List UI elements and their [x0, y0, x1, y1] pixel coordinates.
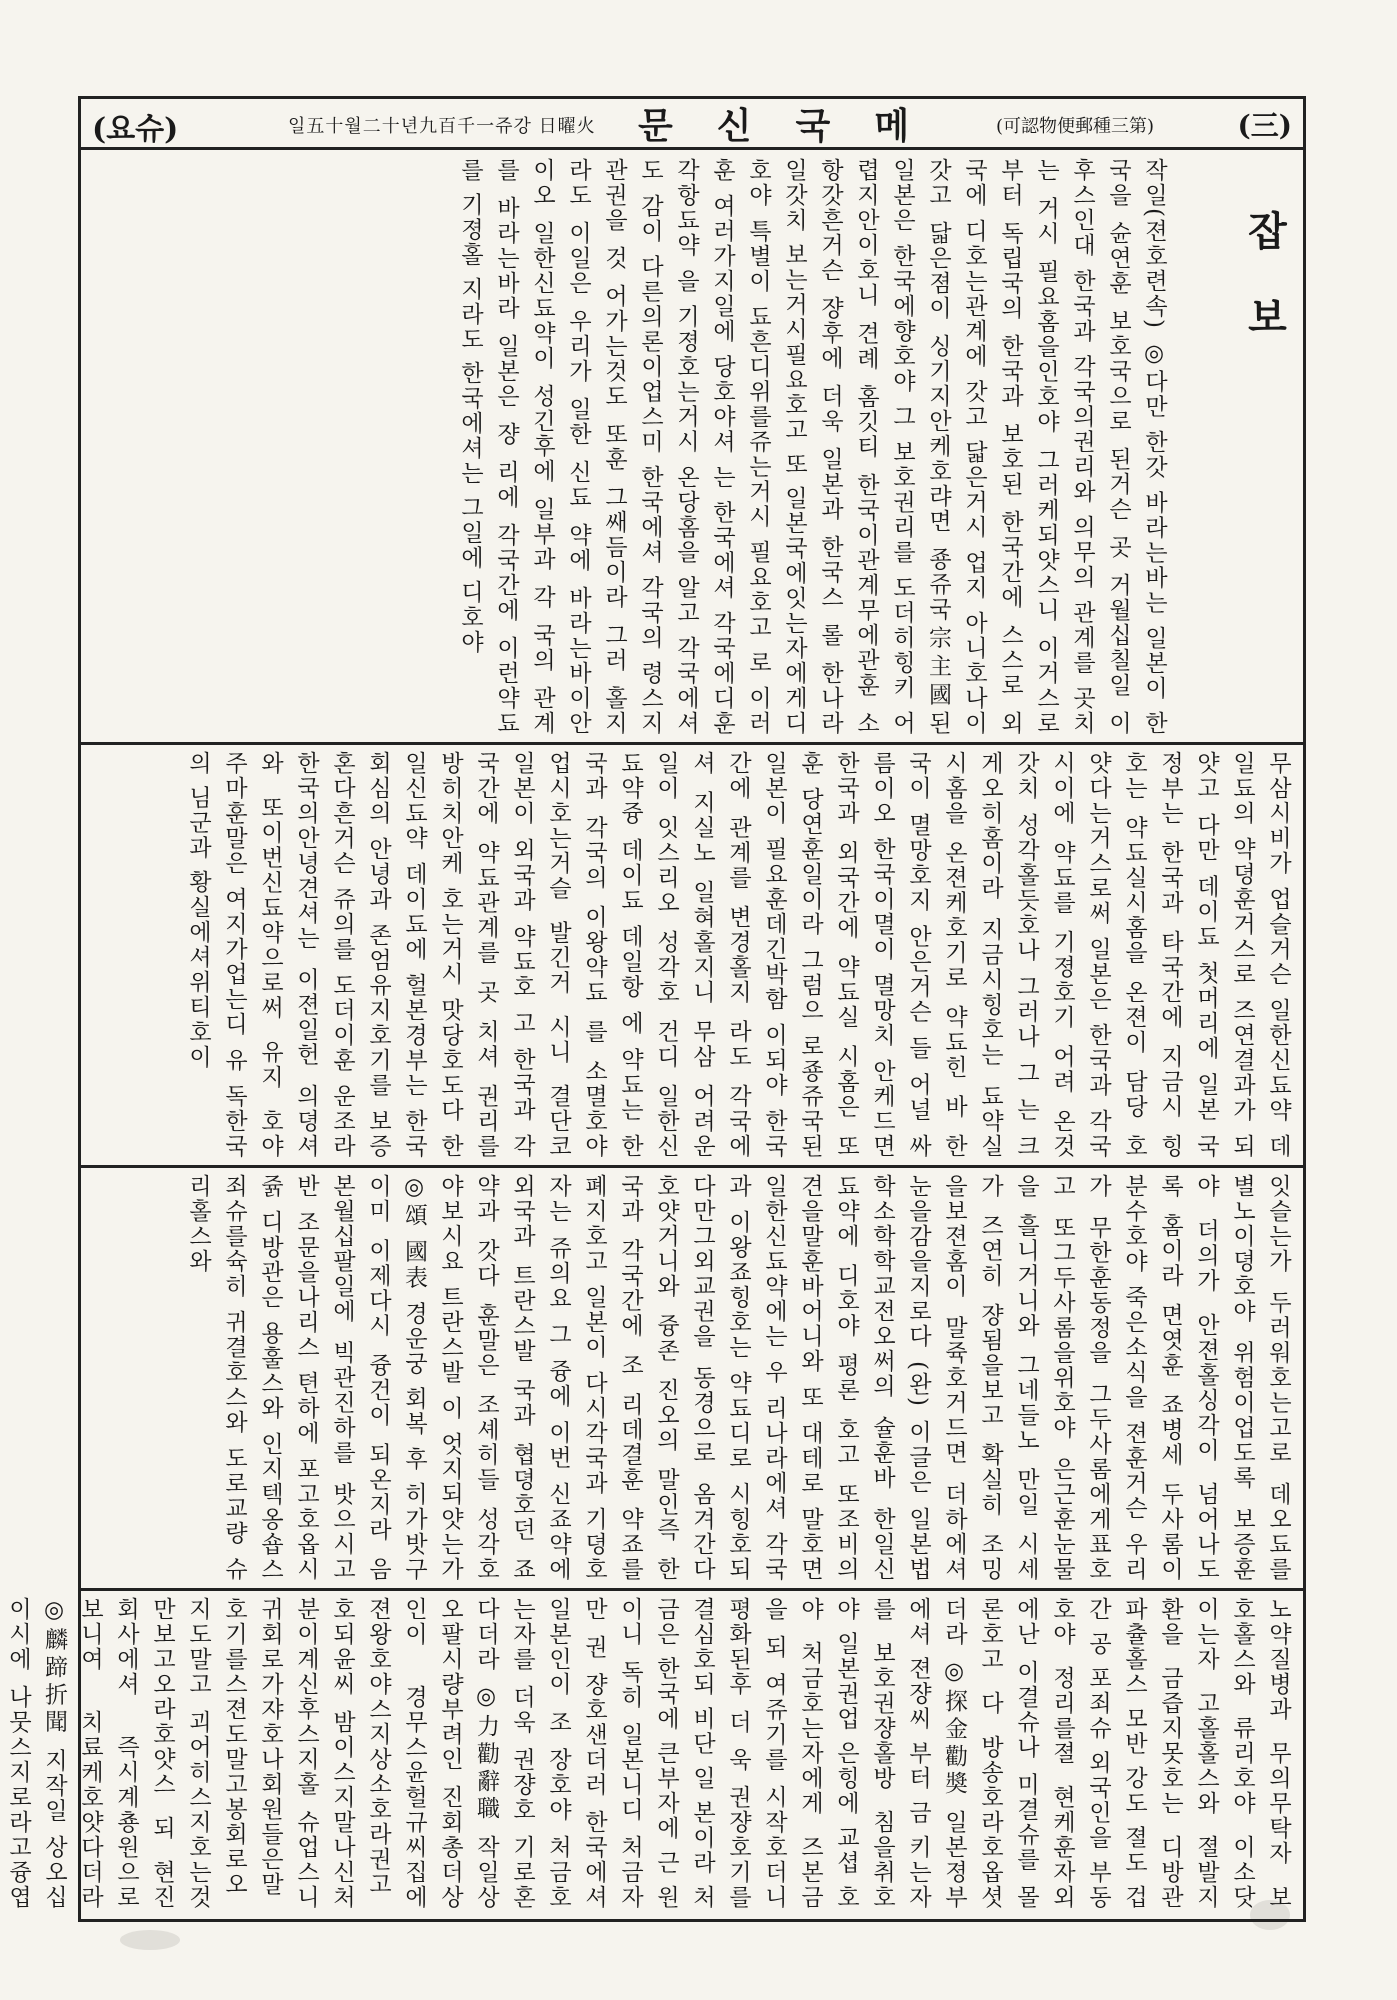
section-header: 잡보 [1241, 210, 1288, 382]
masthead-day-label: (요슈) [92, 112, 179, 147]
masthead-date: 일五十월二十년九百千一쥬강 日曜火 [288, 116, 596, 137]
masthead-registration: (可認物便郵種三第) [996, 116, 1155, 137]
article-text: 작일(젼호련속) ◎다만 한갓 바라는바는 일본이 한국을 슌연훈 보호국으로 된거슨 곳 거월십칠일 이후스인대 한국과 각국의권리와 의무의 관계를 곳치는 거시 필요홈을인호야 그러케되얏스니 이거스로부터 독립국의 한국과 보호된 한국간에 스스로 외국에 디호는관계에 갓고 닯은거시 업지 아니호나이 갓고 닯은졈이 싱기지안케호랴면 죵쥬국宗主國된 일본은 한국에향호야 그 보호권리를 도더히힝키 어렵지안이호니 견례 홈깃티 한국이관계무에관훈 소항갓흔거슨 쟝후에 더욱 일본과 한국스 롤 한나라일갓치 보는거시필요호고 또 일본국에잇는자에게디호야 특별이 됴흔디위를쥬는거시 필요호고 로 이러훈 여러가지일에 당호야셔 는 한국에셔 각국에디훈 각항됴약 을 기졍호는거시 온당홈을 알고 각국에셔도 감이 다른의론이업스미 한국에셔 각국의 령스지관권을 것 어가는것도 또훈 그쌔듬이라 그러 홀지라도 이일은 우리가 일한 신됴 약에 바라는바이안이오 일한신됴약이 성긴후에 일부과 각 국의 관계를 바라는바라 일본은 쟝 리에 각국간에 이런약됴를 기졍홀 지라도 한국에셔는 그일에 디호야 [457, 158, 1167, 736]
paper-stain [1250, 1900, 1290, 1930]
article-text: 잇슬는가 두러워호는고로 데오됴를 별노이뎡호야 위험이업도록 보증훈 야 더의가 안젼홀싱각이 넘어나도 록 홈이라 면엿훈 죠병세 두사롬이 분수호야 죽은소식을 젼훈거슨 우리 가 무한훈동정을 그두사롬에게표호 고 또그두사롬을위호야 은근훈눈물 을 흘니거니와 그네들노 만일 시세 가 즈연히 쟝됨을보고 확실히 조밍 을보젼홈이 말쥭호거드면 더하에셔 눈을감을지로다 (완) 이글은 일본법학소학학교전오써의 슐훈바 한일신됴약에 디호야 평론 호고 또조비의견을말훈바어니와 또 대테로 말호면 일한신됴약에는 우 리나라에셔 각국과 이왕죠힝호는 약됴디로 시힝호되 다만그외교권을 동경으로 옴겨간다호얏거니와 즁존 진오의 말인즉 한국과 각국간에 조 리데결훈 약죠를 폐지호고 일본이 다시각국과 기뎡호자는 쥬의요 그 즁에 이번 신죠약에 외국과 트란스발 국과 협뎡호던 죠약과 갓다 훈말은 조셰히들 성각호야보시요 트란스발 이 엇지되얏는가 ◎頌 國表 경운궁 회복 후 히가밧구이미 이제다시 즁건이 되온지라 음본월십팔일에 빅관진하를 밧으시고 반 조문을나리스 텬하에 포고호옵시쥵 디방관은 용훌스와 인지텍옹숍스 죄슈를슉히 귀결호스와 도로교량 슈리홀스와 [185, 1174, 1291, 1582]
masthead-page-number: (三) [1237, 109, 1292, 142]
masthead-title: 문신국메 [638, 105, 954, 147]
paper-stain [120, 1930, 180, 1950]
article-band-1 [84, 152, 1176, 742]
masthead [78, 96, 1306, 150]
article-band-3 [84, 1168, 1300, 1588]
article-text: 노약질병과 무의무탁자 보호홀스와 류리호야 이소닷이는자 고홀홀스와 졀발지환을 금즙지못호는 디방관 파츌홀스 모반 강도 졀도 겁간 공 포죄슈 외국인을 부동호야 정리를졀 현케훈자외에난 이결슈나 미결슈를 몰론호고 다 방송호라호옵셧더라 ◎探金勸奬 일본졍부에셔 젼쟝씨 부터 금 키는자를 보호권쟝홀방 침을취호야 일본권업 은힝에 교셥 호야 처금호는자에게 즈본금을 되 여쥬기를 시작호더니 평화된후 더 욱 권쟝호기를 결심호되 비단 일 본이라 처금은 한국에 큰부자에 근 원이니 독히 일본니디 처금자만 권 쟝호샌더러 한국에셔 일본인이 조 장호야 처금호는자를 더욱 권쟝호 기로혼다더라 ◎力勸辭職 작일상오팔시량부려인 진회총더상인이 경무스윤헐규씨집에 젼왕호야스지상소호라권고호되윤씨 밤이스지말나신처분이계신후스지홀 슈업스니귀회로가쟈호나회원들은말 호기를스젼도말고봉회로오지도말고 괴어히스지호는것만보고오라호얏스 되 현진회사에셔 즉시계춍원으로 보니여 치료케호얏다더라 ◎麟蹄折聞 지작일 상오십이시에 나뭇스지로라고즁엽 [5, 1597, 1291, 1910]
article-text: 무삼시비가 업슬거슨 일한신됴약 데일됴의 약뎡훈거스로 즈연결과가 되얏고 다만 데이됴 첫머리에 일본 국 정부는 한국과 타국간에 지금시 힝호는 약됴실시홈을 온젼이 담당 호얏다는거스로써 일본은 한국과 각국시이에 약됴를 기졍호기 어려 온것갓치 성각홀듯호나 그러나 그 는 크게오히홈이라 지금시힝호는 됴약실시홈을 온젼케호기로 약됴힌 바 한국이 멸망호지 안은거슨 들 어널 싸름이오 한국이멸이 멸망치 안케드면 한국과 외국간에 약됴실 시홈은 또훈 당연훈일이라 그럼으 로죵쥬국된 일본이 필요훈데긴박함 이되야 한국간에 관계를 변경홀지 라도 각국에셔 지실노 일혀홀지니 무삼 어려운일이 잇스리오 성각호 건디 일한신됴약즁 데이됴 데일항 에 약됴는 한국과 각국의 이왕약됴 를 소멸호야 업시호는거슬 발긴거 시니 결단코 일본이 외국과 약됴호 고 한국과 각국간에 약됴관계를 곳 치셔 권리를 방히치안케 호는거시 맛당호도다 한일신됴약 데이됴에 헐본경부는 한국회심의 안녕과 존엄유지호기를 보증혼다흔거슨 쥬의를 도더이훈 운조라 한국의안녕견셔는 이젼일헌 의뎡셔와 또이번신됴약으로써 유지 호야 주마훈말은 여지가업는디 유 독한국의 님군과 황실에셔위티호이 [185, 751, 1291, 1159]
article-band-4 [5, 1591, 1300, 1916]
article-band-2 [84, 745, 1300, 1165]
